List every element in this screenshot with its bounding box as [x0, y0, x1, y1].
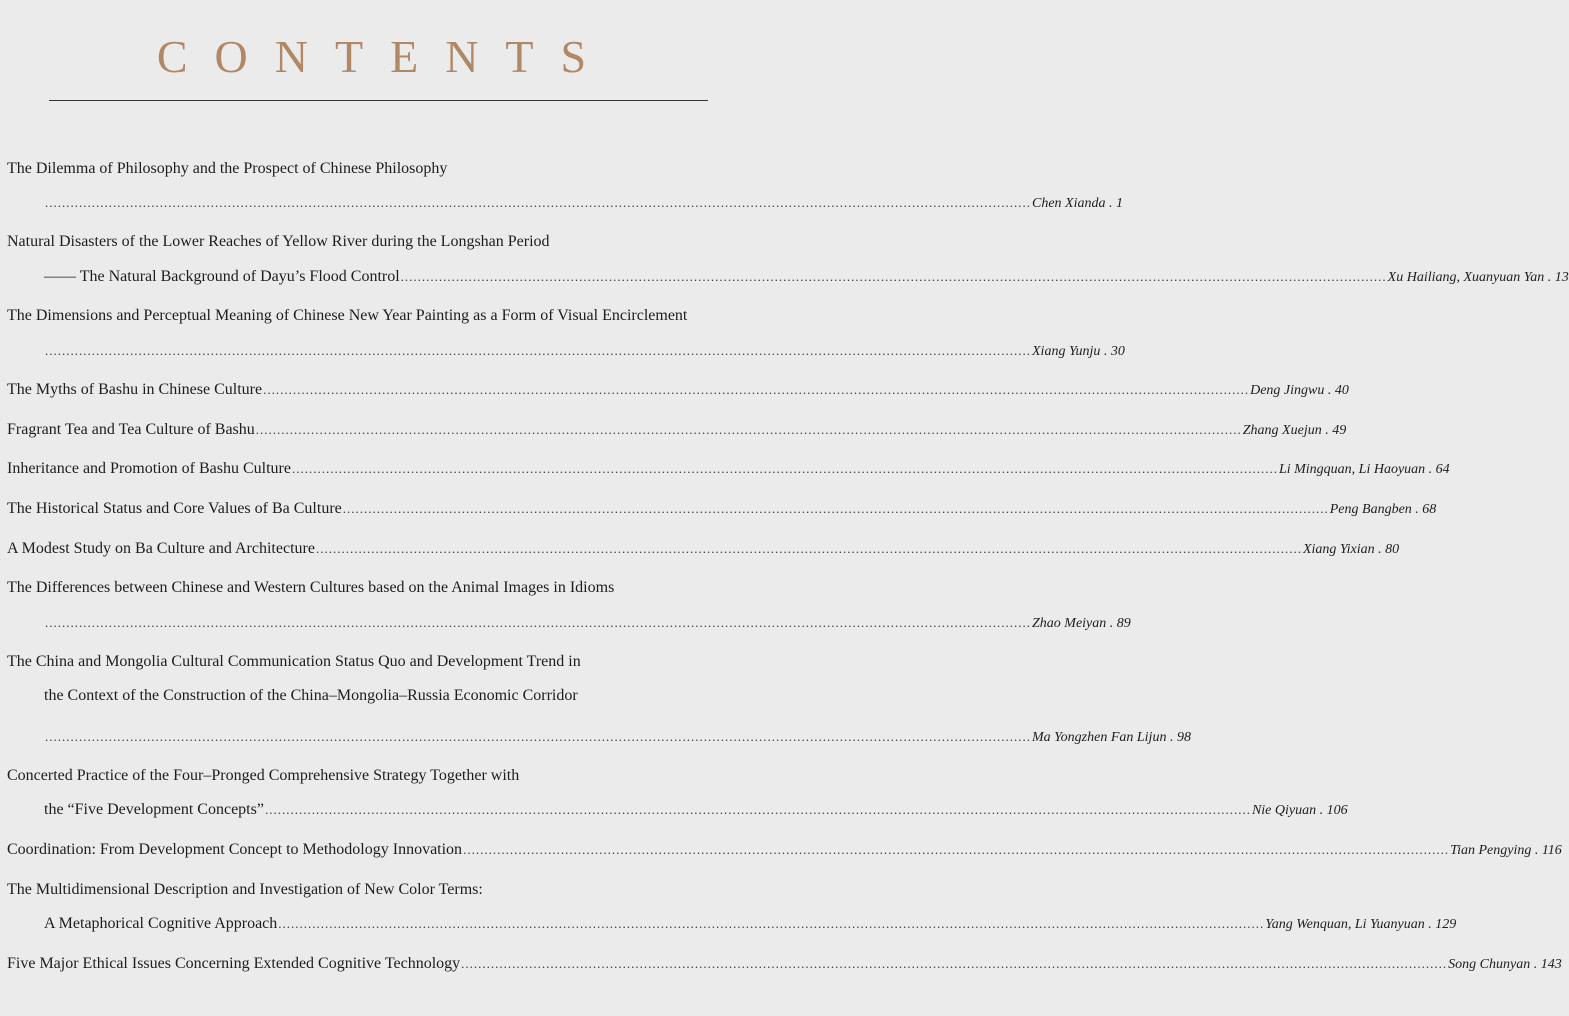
entry-11-subtitle: the “Five Development Concepts”	[44, 801, 264, 818]
entry-3-title: The Dimensions and Perceptual Meaning of Chinese New Year Painting as a Form of Visual Encirclement	[7, 307, 688, 324]
entry-2-author: Xu Hailiang, Xuanyuan Yan . 13	[1387, 270, 1569, 285]
entry-6-title: Inheritance and Promotion of Bashu Culture	[7, 460, 291, 477]
entry-14-author: Song Chunyan . 143	[1448, 957, 1562, 972]
entry-10-leader: ........................................................................................................................................................................................................................................ Ma Yongzhen Fan Lijun . 98	[44, 727, 750, 747]
entry-3-author: Xiang Yunju . 30	[1032, 344, 1125, 359]
entry-9-title: The Differences between Chinese and Western Cultures based on the Animal Images in Idioms	[7, 579, 615, 596]
entry-13-subtitle: A Metaphorical Cognitive Approach	[44, 915, 278, 932]
entry-6-author: Li Mingquan, Li Haoyuan . 64	[1278, 462, 1450, 477]
entry-2-title: Natural Disasters of the Lower Reaches of Yellow River during the Longshan Period	[7, 233, 550, 250]
entry-1-author: Chen Xianda . 1	[1032, 196, 1123, 211]
entry-8-leader: A Modest Study on Ba Culture and Architecture ........................................................................................................................................................................................................................................ Xiang Yixian . 80	[7, 539, 750, 559]
title-divider	[49, 100, 708, 101]
entry-4-title: The Myths of Bashu in Chinese Culture	[7, 381, 263, 398]
entry-1-leader: ........................................................................................................................................................................................................................................ Chen Xianda . 1	[44, 193, 750, 213]
entry-5-leader: Fragrant Tea and Tea Culture of Bashu ........................................................................................................................................................................................................................................ Zhang Xuejun . 49	[7, 420, 750, 440]
entry-7-title: The Historical Status and Core Values of Ba Culture	[7, 500, 342, 517]
entry-11-leader: the “Five Development Concepts” ........................................................................................................................................................................................................................................ Nie Qiyuan . 106	[44, 800, 750, 820]
entry-4-leader: The Myths of Bashu in Chinese Culture ........................................................................................................................................................................................................................................ Deng Jingwu . 40	[7, 380, 750, 400]
entry-12-author: Tian Pengying . 116	[1450, 843, 1562, 858]
entry-8-author: Xiang Yixian . 80	[1302, 542, 1400, 557]
entry-9-leader: ........................................................................................................................................................................................................................................ Zhao Meiyan . 89	[44, 613, 750, 633]
entry-14-title: Five Major Ethical Issues Concerning Extended Cognitive Technology	[7, 955, 461, 972]
entry-2-subtitle: —— The Natural Background of Dayu’s Flood Control	[44, 268, 400, 285]
entry-13-author: Yang Wenquan, Li Yuanyuan . 129	[1265, 917, 1457, 932]
entry-9-author: Zhao Meiyan . 89	[1032, 616, 1131, 631]
page-title: CONTENTS	[156, 31, 614, 82]
entry-7-leader: The Historical Status and Core Values of Ba Culture ........................................................................................................................................................................................................................................ Peng Bangben . 68	[7, 499, 750, 519]
entry-10-author: Ma Yongzhen Fan Lijun . 98	[1032, 730, 1191, 745]
entry-10-subtitle: the Context of the Construction of the China–Mongolia–Russia Economic Corridor	[44, 687, 578, 704]
entry-1-title: The Dilemma of Philosophy and the Prospect of Chinese Philosophy	[7, 160, 448, 177]
entry-10-title: The China and Mongolia Cultural Communication Status Quo and Development Trend in	[7, 653, 581, 670]
entry-5-author: Zhang Xuejun . 49	[1242, 423, 1347, 438]
entry-12-leader: Coordination: From Development Concept to Methodology Innovation ........................................................................................................................................................................................................................................ Tian Pengying . 116	[7, 840, 750, 860]
entry-6-leader: Inheritance and Promotion of Bashu Culture ........................................................................................................................................................................................................................................ Li Mingquan, Li Haoyuan . 64	[7, 459, 750, 479]
entry-11-title: Concerted Practice of the Four–Pronged Comprehensive Strategy Together with	[7, 767, 520, 784]
entry-7-author: Peng Bangben . 68	[1329, 502, 1437, 517]
entry-3-leader: ........................................................................................................................................................................................................................................ Xiang Yunju . 30	[44, 341, 750, 361]
entry-13-leader: A Metaphorical Cognitive Approach ........................................................................................................................................................................................................................................ Yang Wenquan, Li Yuanyuan . 129	[44, 914, 750, 934]
entry-12-title: Coordination: From Development Concept to Methodology Innovation	[7, 841, 463, 858]
entry-5-title: Fragrant Tea and Tea Culture of Bashu	[7, 421, 255, 438]
entry-2-leader: —— The Natural Background of Dayu’s Flood Control ........................................................................................................................................................................................................................................ Xu Hailiang, Xuanyuan Yan . 13	[44, 267, 750, 287]
entry-11-author: Nie Qiyuan . 106	[1251, 803, 1348, 818]
entry-14-leader: Five Major Ethical Issues Concerning Extended Cognitive Technology ........................................................................................................................................................................................................................................ Song Chunyan . 143	[7, 954, 750, 974]
entry-8-title: A Modest Study on Ba Culture and Architecture	[7, 540, 315, 557]
entry-4-author: Deng Jingwu . 40	[1250, 383, 1349, 398]
entry-13-title: The Multidimensional Description and Investigation of New Color Terms:	[7, 881, 483, 898]
